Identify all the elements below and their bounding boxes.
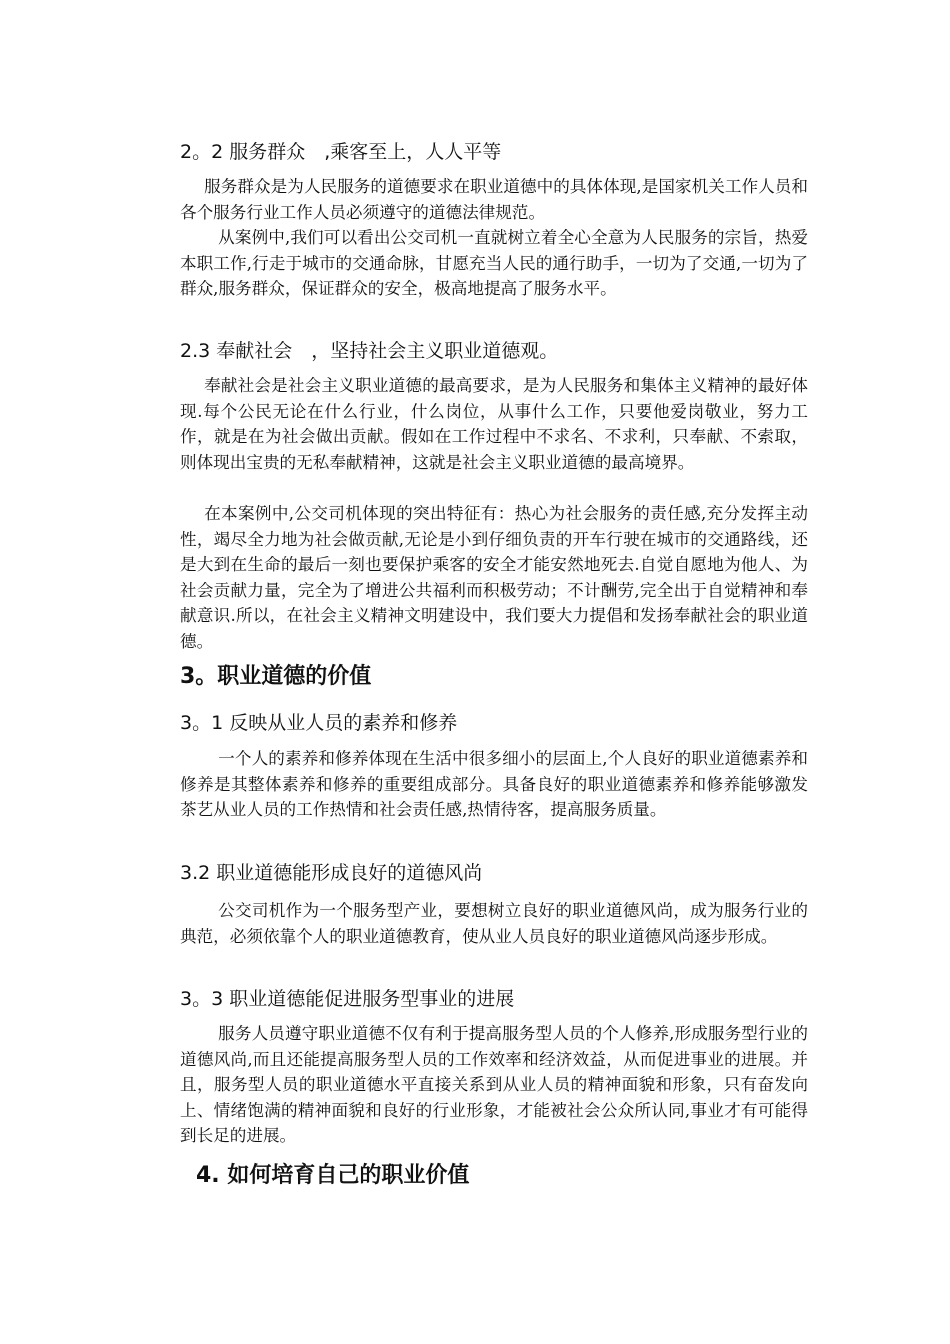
heading-3: 3。职业道德的价值 — [180, 664, 372, 689]
paragraph-2-2-1: 服务群众是为人民服务的道德要求在职业道德中的具体体现,是国家机关工作人员和各个服务行业工作人员必须遵守的道德法律规范。 — [180, 177, 808, 222]
heading-3-3: 3。3 职业道德能促进服务型事业的进展 — [180, 988, 515, 1010]
heading-3-1: 3。1 反映从业人员的素养和修养 — [180, 712, 458, 734]
heading-3-2: 3.2 职业道德能形成良好的道德风尚 — [180, 862, 483, 884]
paragraph-3-1-1: 一个人的素养和修养体现在生活中很多细小的层面上,个人良好的职业道德素养和修养是其整体素养和修养的重要组成部分。具备良好的职业道德素养和修养能够激发茶艺从业人员的工作热情和社会责任感,热情待客，提高服务质量。 — [180, 749, 808, 820]
paragraph-3-3-1: 服务人员遵守职业道德不仅有利于提高服务型人员的个人修养,形成服务型行业的道德风尚,而且还能提高服务型人员的工作效率和经济效益，从而促进事业的进展。并且，服务型人员的职业道德水平直接关系到从业人员的精神面貌和形象，只有奋发向上、情绪饱满的精神面貌和良好的行业形象，才能被社会公众所认同,事业才有可能得到长足的进展。 — [180, 1024, 808, 1146]
paragraph-2-3-2: 在本案例中,公交司机体现的突出特征有：热心为社会服务的责任感,充分发挥主动性，竭尽全力地为社会做贡献,无论是小到仔细负责的开车行驶在城市的交通路线，还是大到在生命的最后一刻也要保护乘客的安全才能安然地死去.自觉自愿地为他人、为社会贡献力量，完全为了增进公共福利而积极劳动；不计酬劳,完全出于自觉精神和奉献意识.所以，在社会主义精神文明建设中，我们要大力提倡和发扬奉献社会的职业道德。 — [180, 504, 808, 651]
heading-2-2: 2。2 服务群众 ,乘客至上，人人平等 — [180, 141, 502, 163]
heading-2-3: 2.3 奉献社会 ，坚持社会主义职业道德观。 — [180, 340, 559, 362]
paragraph-3-2-1: 公交司机作为一个服务型产业，要想树立良好的职业道德风尚，成为服务行业的典范，必须依靠个人的职业道德教育，使从业人员良好的职业道德风尚逐步形成。 — [180, 901, 808, 946]
paragraph-2-3-1: 奉献社会是社会主义职业道德的最高要求，是为人民服务和集体主义精神的最好体现.每个公民无论在什么行业，什么岗位，从事什么工作，只要他爱岗敬业，努力工作，就是在为社会做出贡献。假如在工作过程中不求名、不求利，只奉献、不索取，则体现出宝贵的无私奉献精神，这就是社会主义职业道德的最高境界。 — [180, 376, 808, 472]
heading-4: 4. 如何培育自己的职业价值 — [196, 1163, 470, 1188]
paragraph-2-2-2: 从案例中,我们可以看出公交司机一直就树立着全心全意为人民服务的宗旨，热爱本职工作,行走于城市的交通命脉，甘愿充当人民的通行助手，一切为了交通,一切为了群众,服务群众，保证群众的安全，极高地提高了服务水平。 — [180, 228, 808, 299]
